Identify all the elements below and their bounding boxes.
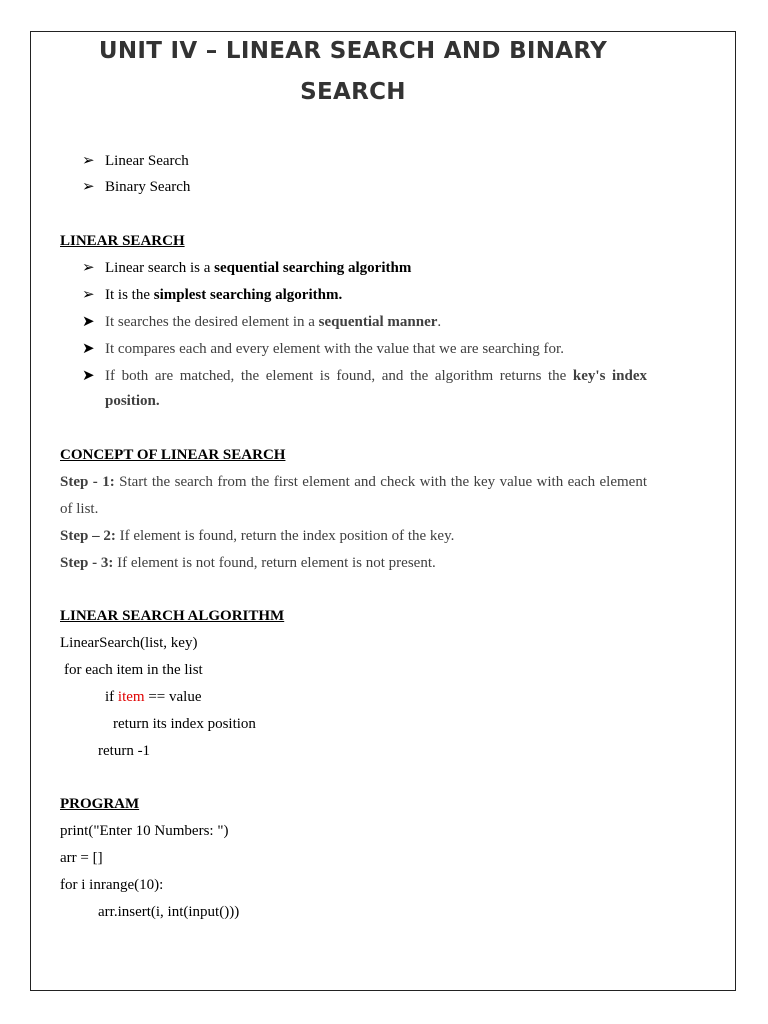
section-heading-concept: CONCEPT OF LINEAR SEARCH	[60, 447, 286, 463]
concept-step-1: Step - 1: Start the search from the first element and check with the key value with each element	[60, 474, 647, 490]
arrow-bullet-icon: ➢	[82, 260, 95, 276]
linear-search-point-5-cont: position.	[105, 393, 160, 409]
algorithm-line-4: return its index position	[113, 716, 256, 732]
linear-search-point-3: It searches the desired element in a sequential manner.	[105, 314, 442, 330]
section-heading-program: PROGRAM	[60, 796, 140, 812]
linear-search-point-5: If both are matched, the element is found, and the algorithm returns the key's index	[105, 368, 648, 384]
program-line-4: arr.insert(i, int(input()))	[98, 904, 240, 920]
page-title-line-2: SEARCH	[300, 79, 406, 105]
arrow-bullet-icon: ➢	[82, 153, 95, 169]
algorithm-line-5: return -1	[98, 743, 151, 759]
concept-step-2: Step – 2: If element is found, return the index position of the key.	[60, 528, 455, 544]
concept-step-1-cont: of list.	[60, 501, 99, 517]
toc-item-binary-search: Binary Search	[105, 179, 191, 195]
algorithm-line-1: LinearSearch(list, key)	[60, 635, 198, 651]
arrow-bullet-icon: ➢	[82, 287, 95, 303]
linear-search-point-2: It is the simplest searching algorithm.	[105, 287, 343, 303]
program-line-3: for i inrange(10):	[60, 877, 164, 893]
program-line-1: print("Enter 10 Numbers: ")	[60, 823, 229, 839]
section-heading-linear-search: LINEAR SEARCH	[60, 233, 185, 249]
program-line-2: arr = []	[60, 850, 103, 866]
page-title-line-1: UNIT IV – LINEAR SEARCH AND BINARY	[98, 38, 608, 64]
concept-step-3: Step - 3: If element is not found, return element is not present.	[60, 555, 436, 571]
arrow-bullet-icon: ➤	[82, 368, 95, 384]
arrow-bullet-icon: ➢	[82, 179, 95, 195]
section-heading-algorithm: LINEAR SEARCH ALGORITHM	[60, 608, 285, 624]
linear-search-point-4: It compares each and every element with the value that we are searching for.	[105, 341, 564, 357]
arrow-bullet-icon: ➤	[82, 314, 95, 330]
arrow-bullet-icon: ➤	[82, 341, 95, 357]
document-page	[30, 31, 736, 991]
algorithm-line-3: if item == value	[105, 689, 202, 705]
algorithm-line-2: for each item in the list	[64, 662, 203, 678]
linear-search-point-1: Linear search is a sequential searching algorithm	[105, 260, 412, 276]
toc-item-linear-search: Linear Search	[105, 153, 189, 169]
